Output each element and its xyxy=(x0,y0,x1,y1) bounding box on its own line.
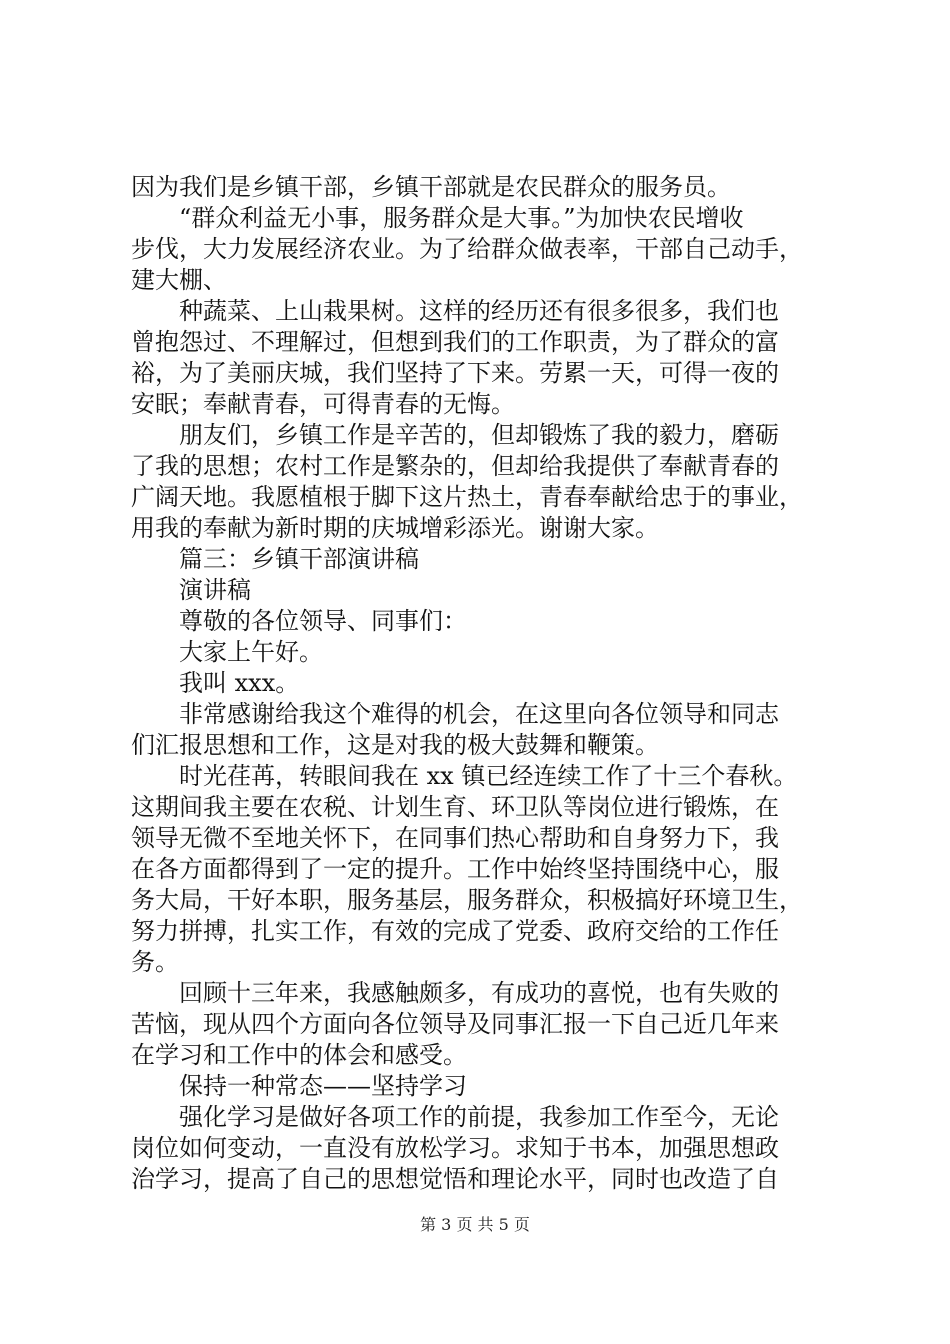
text-line: 们汇报思想和工作，这是对我的极大鼓舞和鞭策。 xyxy=(131,731,659,759)
text-line: 在学习和工作中的体会和感受。 xyxy=(131,1041,467,1069)
document-body xyxy=(131,172,831,1195)
text-line: 演讲稿 xyxy=(179,576,251,604)
text-line: 领导无微不至地关怀下，在同事们热心帮助和自身努力下，我 xyxy=(131,824,779,852)
text-line: 朋友们，乡镇工作是辛苦的，但却锻炼了我的毅力，磨砺 xyxy=(179,421,779,449)
text-line: 务。 xyxy=(131,948,179,976)
text-line: 大家上午好。 xyxy=(179,638,323,666)
text-line: 岗位如何变动，一直没有放松学习。求知于书本，加强思想政 xyxy=(131,1134,779,1162)
text-line: 步伐，大力发展经济农业。为了给群众做表率，干部自己动手， xyxy=(131,235,803,263)
text-line: 曾抱怨过、不理解过，但想到我们的工作职责，为了群众的富 xyxy=(131,328,779,356)
text-line: 了我的思想；农村工作是繁杂的，但却给我提供了奉献青春的 xyxy=(131,452,779,480)
text-line: 裕，为了美丽庆城，我们坚持了下来。劳累一天，可得一夜的 xyxy=(131,359,779,387)
text-line: 治学习，提高了自己的思想觉悟和理论水平，同时也改造了自 xyxy=(131,1165,779,1193)
text-line: 保持一种常态——坚持学习 xyxy=(179,1072,467,1100)
text-line: 篇三：乡镇干部演讲稿 xyxy=(179,545,419,573)
text-line: 务大局，干好本职，服务基层，服务群众，积极搞好环境卫生， xyxy=(131,886,803,914)
text-line: 回顾十三年来，我感触颇多，有成功的喜悦，也有失败的 xyxy=(179,979,779,1007)
text-line: 我叫 xxx。 xyxy=(179,669,300,697)
text-line: 强化学习是做好各项工作的前提，我参加工作至今，无论 xyxy=(179,1103,779,1131)
text-line: 努力拼搏，扎实工作，有效的完成了党委、政府交给的工作任 xyxy=(131,917,779,945)
text-line: 安眠；奉献青春，可得青春的无悔。 xyxy=(131,390,515,418)
text-line: 在各方面都得到了一定的提升。工作中始终坚持围绕中心，服 xyxy=(131,855,779,883)
page-number: 第 3 页 共 5 页 xyxy=(420,1215,530,1234)
text-line: 苦恼，现从四个方面向各位领导及同事汇报一下自己近几年来 xyxy=(131,1010,779,1038)
text-line: 建大棚、 xyxy=(131,266,227,294)
text-line: 因为我们是乡镇干部，乡镇干部就是农民群众的服务员。 xyxy=(131,173,731,201)
text-line: 用我的奉献为新时期的庆城增彩添光。谢谢大家。 xyxy=(131,514,659,542)
text-line: 这期间我主要在农税、计划生育、环卫队等岗位进行锻炼，在 xyxy=(131,793,779,821)
text-line: 种蔬菜、上山栽果树。这样的经历还有很多很多，我们也 xyxy=(179,297,779,325)
text-line: “群众利益无小事，服务群众是大事。”为加快农民增收 xyxy=(179,204,744,232)
text-line: 时光荏苒，转眼间我在 xx 镇已经连续工作了十三个春秋。 xyxy=(179,762,798,790)
text-line: 非常感谢给我这个难得的机会，在这里向各位领导和同志 xyxy=(179,700,779,728)
text-line: 尊敬的各位领导、同事们： xyxy=(179,607,467,635)
text-line: 广阔天地。我愿植根于脚下这片热土，青春奉献给忠于的事业， xyxy=(131,483,803,511)
